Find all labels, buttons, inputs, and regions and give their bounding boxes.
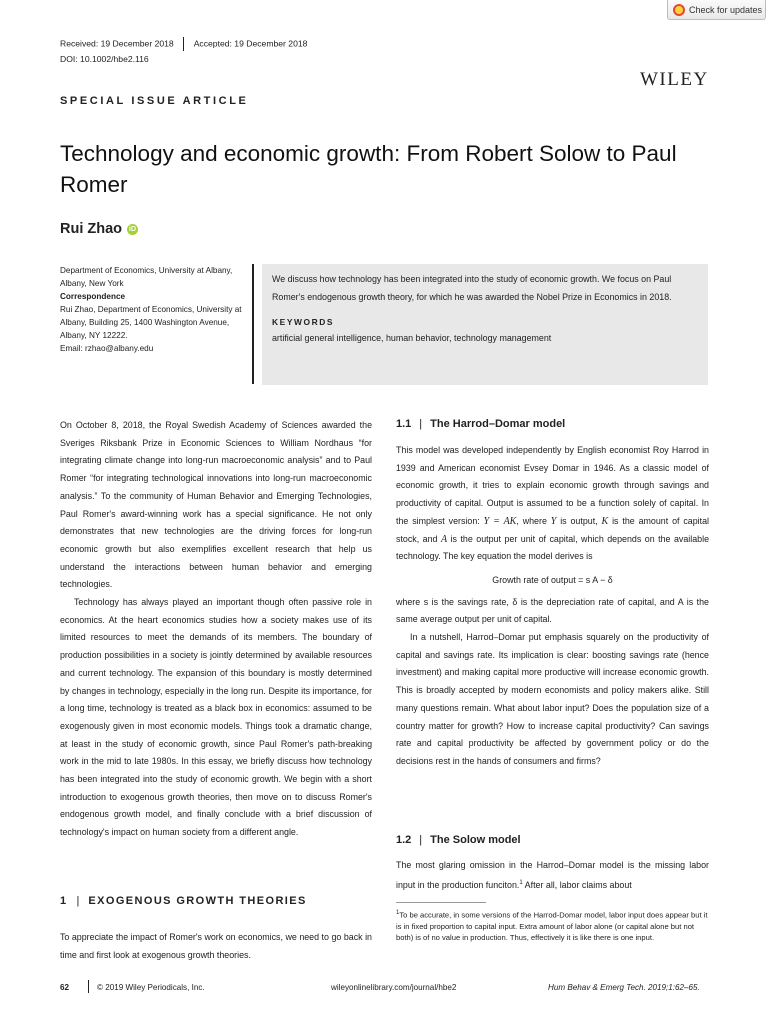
affiliation-block: [60, 264, 245, 355]
section-1-2-title: The Solow model: [430, 834, 521, 846]
footnote-rule: [396, 902, 486, 903]
section-1-text: To appreciate the impact of Romer's work on economics, we need to go back in time and first look at exogenous growth theories.: [60, 932, 372, 960]
journal-citation: Hum Behav & Emerg Tech. 2019;1:62–65.: [548, 983, 700, 992]
harrod-domar-paragraph-1: This model was developed independently by English economist Roy Harrod in 1939 and American economist Evsey Domar in 1946. As a classic model of economic growth, it tries to explain economic growth through savings and productivity of capital. Output is assumed to be a function solely of capital. In the simplest version: Y = AK, where Y is output, K is the amount of capital stock, and A is the output per unit of capital, which depends on the available technology. The key equation the model derives is: [396, 445, 710, 562]
page-number: 62: [60, 983, 70, 992]
affiliation-divider: [252, 264, 254, 384]
article-type: SPECIAL ISSUE ARTICLE: [60, 95, 249, 107]
check-for-updates-button[interactable]: [667, 0, 766, 20]
keywords-text: artificial general intelligence, human behavior, technology management: [272, 333, 552, 343]
footnote: [396, 908, 709, 944]
footnote-ref[interactable]: 1: [519, 879, 523, 886]
received-accepted-dates: [60, 37, 307, 51]
author: [60, 221, 138, 237]
section-1-2-heading: 1.2 | The Solow model: [396, 834, 521, 846]
journal-url[interactable]: wileyonlinelibrary.com/journal/hbe2: [331, 983, 457, 992]
footer-divider: [88, 980, 89, 993]
harrod-domar-paragraph-2: where s is the savings rate, δ is the depreciation rate of capital, and A is the same average output per unit of capital.: [396, 596, 709, 625]
received-date: Received: 19 December 2018: [60, 38, 174, 49]
solow-paragraph: [396, 857, 709, 894]
harrod-domar-paragraph-3: In a nutshell, Harrod–Domar put emphasis squarely on the productivity of capital and savings rate. Its implication is clear: boosting savings rate (hence investment) and making capital more productive will increase economic growth. This is broadly accepted by modern economists and policy makers alike. Still many questions remain. What about labor input? Does the population size of a country matter for growth? How to increase capital productivity? Can savings rate and capital productivity be affected by government policy or do the decisions rest in the hands of consumers and firms?: [396, 632, 709, 766]
abstract-box: [262, 264, 708, 385]
left-column: [60, 417, 372, 842]
section-1-2-number: 1.2: [396, 834, 412, 846]
section-1-1-number: 1.1: [396, 418, 412, 430]
affiliation-dept: Department of Economics, University at Albany, Albany, New York: [60, 266, 233, 288]
section-1-paragraph: [60, 929, 372, 964]
section-1-1-heading: 1.1 | The Harrod–Domar model: [396, 418, 566, 430]
correspondence-label: Correspondence: [60, 292, 126, 301]
check-updates-icon: [673, 4, 685, 16]
article-title: Technology and economic growth: From Robert Solow to Paul Romer: [60, 141, 677, 197]
check-updates-label: Check for updates: [689, 4, 763, 15]
meta-divider: [183, 37, 184, 51]
author-name[interactable]: Rui Zhao: [60, 221, 123, 237]
copyright: © 2019 Wiley Periodicals, Inc.: [97, 983, 205, 992]
footnote-text: To be accurate, in some versions of the Harrod-Domar model, labor input does appear but it is in fixed proportion to capital input. Extra amount of labor alone (or capital alone but not both) is of no value in production. Thus, effectively it is like there is one input.: [396, 910, 708, 943]
intro-paragraph-2: Technology has always played an important though often passive role in economics. At the heart economics studies how a society makes use of its limited resources to meet the demands of its members. The boundary of production possibilities in a society is jointly determined by available resources and current technology. The expansion of this boundary is mostly determined by changes in technology, especially in the long run. Despite its importance, for a long time, technology is treated as a black box in economics: assumed to be exogenously given in most economic models. Things took a dramatic change, at least in the study of economic growth, since Paul Romer's path-breaking work in the mid to late 1980s. In this essay, we briefly discuss how technology has been integrated into the study of economic growth. We begin with a short introduction to exogenous growth theories, then move on to discuss Romer's endogenous growth model, and finally conclude with a brief discussion of technology's impact on human society from a different angle.: [60, 597, 372, 838]
keywords-label: KEYWORDS: [272, 317, 335, 327]
intro-paragraph-1: On October 8, 2018, the Royal Swedish Academy of Sciences awarded the Sveriges Riksbank Prize in Economic Sciences to William Nordhaus “for integrating climate change into long-run macroeconomic analysis” and to Paul Romer “for integrating technological innovations into long-run macroeconomic analysis.” To the community of Human Behavior and Emerging Technologies, Paul Romer's award-winning work has a special significance. He not only demonstrates that new technologies are the driving forces for long-run economic growth but also exemplifies excellent research that help us understand the interactions between human behavior and emerging technologies.: [60, 420, 372, 590]
abstract-text: We discuss how technology has been integrated into the study of economic growth. We focus on Paul Romer's endogenous growth theory, for which he was awarded the Nobel Prize in Economics in 2018.: [272, 274, 672, 302]
section-1-heading: 1 | EXOGENOUS GROWTH THEORIES: [60, 895, 307, 907]
solow-text: The most glaring omission in the Harrod–Domar model is the missing labor input in the production funciton.$^1$ After all, labor claims about: [396, 860, 709, 890]
right-column: [396, 442, 709, 771]
orcid-icon[interactable]: iD: [129, 225, 137, 233]
correspondence-text: Rui Zhao, Department of Economics, University at Albany, Building 25, 1400 Washington Avenue, Albany, NY 12222.: [60, 305, 242, 340]
section-1-number: 1: [60, 895, 68, 907]
author-email[interactable]: Email: rzhao@albany.edu: [60, 344, 154, 353]
doi[interactable]: DOI: 10.1002/hbe2.116: [60, 54, 149, 64]
section-1-1-title: The Harrod–Domar model: [430, 418, 566, 430]
growth-rate-equation: Growth rate of output = s A − δ: [492, 574, 613, 585]
publisher-logo: WILEY: [640, 69, 709, 90]
section-1-title: EXOGENOUS GROWTH THEORIES: [88, 895, 307, 907]
footnote-mark: 1: [396, 910, 400, 916]
accepted-date: Accepted: 19 December 2018: [193, 38, 308, 49]
